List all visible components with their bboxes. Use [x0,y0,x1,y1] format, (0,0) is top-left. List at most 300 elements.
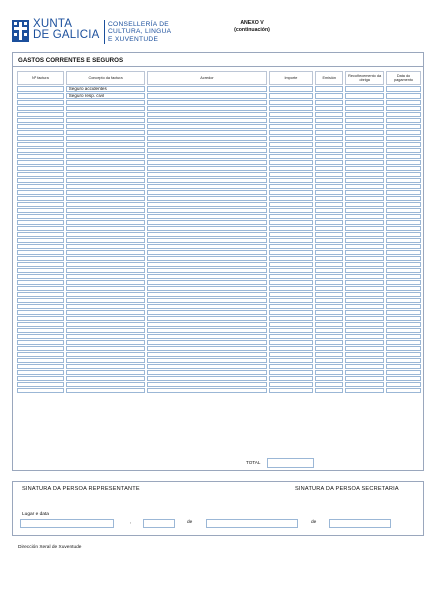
table-cell-input[interactable] [17,310,64,315]
table-cell-input[interactable] [386,370,421,375]
table-cell-input[interactable] [66,298,146,303]
table-cell-input[interactable] [386,286,421,291]
table-cell-input[interactable] [386,322,421,327]
table-cell-input[interactable] [345,93,384,99]
table-cell-input[interactable] [315,202,343,207]
table-cell-input[interactable] [66,310,146,315]
table-cell-input[interactable] [345,190,384,195]
table-cell-input[interactable] [315,184,343,189]
table-cell-input[interactable] [386,292,421,297]
table-cell-input[interactable] [345,142,384,147]
table-cell-input[interactable] [315,340,343,345]
table-cell-input[interactable] [269,364,314,369]
table-cell-input[interactable] [147,316,266,321]
table-cell-input[interactable] [66,286,146,291]
table-cell-input[interactable] [386,244,421,249]
table-cell-input[interactable] [17,142,64,147]
table-cell-input[interactable] [345,154,384,159]
table-cell-input[interactable] [66,112,146,117]
table-cell-input[interactable] [17,268,64,273]
table-cell-input[interactable] [147,118,266,123]
table-cell-input[interactable] [315,208,343,213]
table-cell-input[interactable] [147,304,266,309]
table-cell-input[interactable] [269,106,314,111]
table-cell-input[interactable] [17,304,64,309]
table-cell-input[interactable] [147,93,266,99]
table-cell-input[interactable] [315,238,343,243]
table-cell-input[interactable]: Seguro accidentes [66,86,146,92]
table-cell-input[interactable] [269,244,314,249]
table-cell-input[interactable] [269,262,314,267]
table-cell-input[interactable] [345,166,384,171]
table-cell-input[interactable] [269,118,314,123]
table-cell-input[interactable] [269,238,314,243]
table-cell-input[interactable] [147,100,266,105]
table-cell-input[interactable] [269,124,314,129]
table-cell-input[interactable] [269,160,314,165]
table-cell-input[interactable] [315,166,343,171]
table-cell-input[interactable] [147,328,266,333]
table-cell-input[interactable] [17,130,64,135]
table-cell-input[interactable] [66,250,146,255]
table-cell-input[interactable] [315,334,343,339]
table-cell-input[interactable] [315,112,343,117]
table-cell-input[interactable] [66,376,146,381]
table-cell-input[interactable] [17,136,64,141]
table-cell-input[interactable] [147,190,266,195]
table-cell-input[interactable] [17,322,64,327]
table-cell-input[interactable] [17,298,64,303]
table-cell-input[interactable] [17,256,64,261]
table-cell-input[interactable] [345,370,384,375]
table-cell-input[interactable] [386,340,421,345]
table-cell-input[interactable] [386,112,421,117]
table-cell-input[interactable] [269,214,314,219]
table-cell-input[interactable] [345,214,384,219]
table-cell-input[interactable] [315,286,343,291]
table-cell-input[interactable] [269,250,314,255]
table-cell-input[interactable] [269,382,314,387]
table-cell-input[interactable] [315,304,343,309]
table-cell-input[interactable] [386,148,421,153]
table-cell-input[interactable] [345,130,384,135]
table-cell-input[interactable] [17,86,64,92]
table-cell-input[interactable] [345,358,384,363]
table-cell-input[interactable] [66,184,146,189]
table-cell-input[interactable] [345,322,384,327]
table-cell-input[interactable] [386,310,421,315]
table-cell-input[interactable] [315,118,343,123]
table-cell-input[interactable] [17,184,64,189]
table-cell-input[interactable] [66,100,146,105]
table-cell-input[interactable] [345,136,384,141]
table-cell-input[interactable] [66,334,146,339]
table-cell-input[interactable] [315,268,343,273]
table-cell-input[interactable] [66,124,146,129]
table-cell-input[interactable] [66,106,146,111]
table-cell-input[interactable] [386,262,421,267]
table-cell-input[interactable] [386,358,421,363]
table-cell-input[interactable] [386,334,421,339]
table-cell-input[interactable] [17,316,64,321]
table-cell-input[interactable] [66,226,146,231]
table-cell-input[interactable] [345,334,384,339]
table-cell-input[interactable] [315,172,343,177]
table-cell-input[interactable] [345,178,384,183]
table-cell-input[interactable] [269,112,314,117]
table-cell-input[interactable] [269,274,314,279]
table-cell-input[interactable] [345,160,384,165]
table-cell-input[interactable] [147,376,266,381]
table-cell-input[interactable] [315,136,343,141]
table-cell-input[interactable] [386,220,421,225]
table-cell-input[interactable] [147,298,266,303]
table-cell-input[interactable] [269,376,314,381]
table-cell-input[interactable] [17,196,64,201]
table-cell-input[interactable] [17,232,64,237]
table-cell-input[interactable] [315,160,343,165]
total-input[interactable] [267,458,314,468]
table-cell-input[interactable] [147,292,266,297]
table-cell-input[interactable] [269,220,314,225]
table-cell-input[interactable] [66,268,146,273]
table-cell-input[interactable] [345,340,384,345]
table-cell-input[interactable] [147,214,266,219]
table-cell-input[interactable] [315,214,343,219]
table-cell-input[interactable] [17,226,64,231]
table-cell-input[interactable] [386,118,421,123]
table-cell-input[interactable] [269,130,314,135]
table-cell-input[interactable] [345,118,384,123]
table-cell-input[interactable] [315,226,343,231]
table-cell-input[interactable] [17,118,64,123]
table-cell-input[interactable] [386,166,421,171]
table-cell-input[interactable] [17,112,64,117]
table-cell-input[interactable] [17,166,64,171]
table-cell-input[interactable] [17,280,64,285]
table-cell-input[interactable] [345,268,384,273]
table-cell-input[interactable] [315,370,343,375]
month-input[interactable] [206,519,298,528]
table-cell-input[interactable] [17,250,64,255]
table-cell-input[interactable] [147,286,266,291]
table-cell-input[interactable] [345,196,384,201]
table-cell-input[interactable] [386,280,421,285]
table-cell-input[interactable] [17,238,64,243]
table-cell-input[interactable] [315,298,343,303]
table-cell-input[interactable] [315,346,343,351]
table-cell-input[interactable] [147,370,266,375]
table-cell-input[interactable] [66,244,146,249]
table-cell-input[interactable] [269,142,314,147]
table-cell-input[interactable]: Seguro resp. civil [66,93,146,99]
table-cell-input[interactable] [345,310,384,315]
table-cell-input[interactable] [386,328,421,333]
table-cell-input[interactable] [147,226,266,231]
table-cell-input[interactable] [66,190,146,195]
table-cell-input[interactable] [147,388,266,393]
table-cell-input[interactable] [66,358,146,363]
table-cell-input[interactable] [66,292,146,297]
table-cell-input[interactable] [345,376,384,381]
table-cell-input[interactable] [315,382,343,387]
table-cell-input[interactable] [17,160,64,165]
table-cell-input[interactable] [345,202,384,207]
table-cell-input[interactable] [269,148,314,153]
table-cell-input[interactable] [386,226,421,231]
table-cell-input[interactable] [66,172,146,177]
table-cell-input[interactable] [66,160,146,165]
table-cell-input[interactable] [269,268,314,273]
table-cell-input[interactable] [66,154,146,159]
table-cell-input[interactable] [147,208,266,213]
table-cell-input[interactable] [269,172,314,177]
table-cell-input[interactable] [17,220,64,225]
table-cell-input[interactable] [386,160,421,165]
table-cell-input[interactable] [66,388,146,393]
table-cell-input[interactable] [147,112,266,117]
table-cell-input[interactable] [386,298,421,303]
table-cell-input[interactable] [147,256,266,261]
table-cell-input[interactable] [315,256,343,261]
table-cell-input[interactable] [17,328,64,333]
table-cell-input[interactable] [147,364,266,369]
table-cell-input[interactable] [386,364,421,369]
table-cell-input[interactable] [17,190,64,195]
table-cell-input[interactable] [66,208,146,213]
table-cell-input[interactable] [17,214,64,219]
table-cell-input[interactable] [17,346,64,351]
table-cell-input[interactable] [269,346,314,351]
table-cell-input[interactable] [269,316,314,321]
table-cell-input[interactable] [345,100,384,105]
table-cell-input[interactable] [66,352,146,357]
table-cell-input[interactable] [386,304,421,309]
table-cell-input[interactable] [17,106,64,111]
table-cell-input[interactable] [147,322,266,327]
table-cell-input[interactable] [147,238,266,243]
table-cell-input[interactable] [315,190,343,195]
table-cell-input[interactable] [345,328,384,333]
table-cell-input[interactable] [147,274,266,279]
table-cell-input[interactable] [386,214,421,219]
table-cell-input[interactable] [345,112,384,117]
table-cell-input[interactable] [66,322,146,327]
table-cell-input[interactable] [66,364,146,369]
table-cell-input[interactable] [315,250,343,255]
table-cell-input[interactable] [386,106,421,111]
table-cell-input[interactable] [17,178,64,183]
table-cell-input[interactable] [345,86,384,92]
table-cell-input[interactable] [386,208,421,213]
table-cell-input[interactable] [315,280,343,285]
table-cell-input[interactable] [17,148,64,153]
table-cell-input[interactable] [147,148,266,153]
table-cell-input[interactable] [386,154,421,159]
table-cell-input[interactable] [386,190,421,195]
table-cell-input[interactable] [386,184,421,189]
table-cell-input[interactable] [147,154,266,159]
table-cell-input[interactable] [147,178,266,183]
table-cell-input[interactable] [147,106,266,111]
table-cell-input[interactable] [17,244,64,249]
table-cell-input[interactable] [147,250,266,255]
table-cell-input[interactable] [345,274,384,279]
table-cell-input[interactable] [269,256,314,261]
table-cell-input[interactable] [269,352,314,357]
table-cell-input[interactable] [66,220,146,225]
table-cell-input[interactable] [315,100,343,105]
table-cell-input[interactable] [269,202,314,207]
table-cell-input[interactable] [17,286,64,291]
table-cell-input[interactable] [269,184,314,189]
table-cell-input[interactable] [147,244,266,249]
table-cell-input[interactable] [315,316,343,321]
table-cell-input[interactable] [147,220,266,225]
table-cell-input[interactable] [315,93,343,99]
table-cell-input[interactable] [66,370,146,375]
table-cell-input[interactable] [345,286,384,291]
table-cell-input[interactable] [147,262,266,267]
table-cell-input[interactable] [345,124,384,129]
table-cell-input[interactable] [345,250,384,255]
table-cell-input[interactable] [66,238,146,243]
table-cell-input[interactable] [66,304,146,309]
table-cell-input[interactable] [147,346,266,351]
table-cell-input[interactable] [269,154,314,159]
table-cell-input[interactable] [17,202,64,207]
table-cell-input[interactable] [386,268,421,273]
table-cell-input[interactable] [66,262,146,267]
table-cell-input[interactable] [269,328,314,333]
table-cell-input[interactable] [147,202,266,207]
table-cell-input[interactable] [17,364,64,369]
table-cell-input[interactable] [315,328,343,333]
table-cell-input[interactable] [147,130,266,135]
table-cell-input[interactable] [147,340,266,345]
table-cell-input[interactable] [66,274,146,279]
table-cell-input[interactable] [66,214,146,219]
table-cell-input[interactable] [66,196,146,201]
table-cell-input[interactable] [269,100,314,105]
table-cell-input[interactable] [147,86,266,92]
table-cell-input[interactable] [345,352,384,357]
table-cell-input[interactable] [315,196,343,201]
table-cell-input[interactable] [386,274,421,279]
table-cell-input[interactable] [147,196,266,201]
table-cell-input[interactable] [386,124,421,129]
table-cell-input[interactable] [147,382,266,387]
table-cell-input[interactable] [17,292,64,297]
table-cell-input[interactable] [386,202,421,207]
table-cell-input[interactable] [345,256,384,261]
table-cell-input[interactable] [345,364,384,369]
table-cell-input[interactable] [315,86,343,92]
table-cell-input[interactable] [386,93,421,99]
table-cell-input[interactable] [269,322,314,327]
table-cell-input[interactable] [345,316,384,321]
table-cell-input[interactable] [315,388,343,393]
table-cell-input[interactable] [345,220,384,225]
table-cell-input[interactable] [147,142,266,147]
table-cell-input[interactable] [345,382,384,387]
table-cell-input[interactable] [17,274,64,279]
table-cell-input[interactable] [66,178,146,183]
table-cell-input[interactable] [315,220,343,225]
table-cell-input[interactable] [147,136,266,141]
table-cell-input[interactable] [315,106,343,111]
table-cell-input[interactable] [269,93,314,99]
table-cell-input[interactable] [315,364,343,369]
table-cell-input[interactable] [345,232,384,237]
table-cell-input[interactable] [386,346,421,351]
table-cell-input[interactable] [269,370,314,375]
table-cell-input[interactable] [147,124,266,129]
table-cell-input[interactable] [315,322,343,327]
table-cell-input[interactable] [269,166,314,171]
table-cell-input[interactable] [66,382,146,387]
table-cell-input[interactable] [147,160,266,165]
place-input[interactable] [20,519,114,528]
table-cell-input[interactable] [386,130,421,135]
table-cell-input[interactable] [386,352,421,357]
table-cell-input[interactable] [386,86,421,92]
table-cell-input[interactable] [386,382,421,387]
table-cell-input[interactable] [345,226,384,231]
table-cell-input[interactable] [147,310,266,315]
table-cell-input[interactable] [17,124,64,129]
table-cell-input[interactable] [269,334,314,339]
table-cell-input[interactable] [147,232,266,237]
table-cell-input[interactable] [386,256,421,261]
table-cell-input[interactable] [315,154,343,159]
table-cell-input[interactable] [269,86,314,92]
table-cell-input[interactable] [17,358,64,363]
table-cell-input[interactable] [345,280,384,285]
table-cell-input[interactable] [345,184,384,189]
table-cell-input[interactable] [345,208,384,213]
table-cell-input[interactable] [66,328,146,333]
table-cell-input[interactable] [66,340,146,345]
table-cell-input[interactable] [269,226,314,231]
table-cell-input[interactable] [345,106,384,111]
table-cell-input[interactable] [147,184,266,189]
table-cell-input[interactable] [17,262,64,267]
table-cell-input[interactable] [17,340,64,345]
table-cell-input[interactable] [315,178,343,183]
table-cell-input[interactable] [269,190,314,195]
table-cell-input[interactable] [315,352,343,357]
table-cell-input[interactable] [269,388,314,393]
table-cell-input[interactable] [147,268,266,273]
table-cell-input[interactable] [17,154,64,159]
table-cell-input[interactable] [315,130,343,135]
table-cell-input[interactable] [17,352,64,357]
table-cell-input[interactable] [66,142,146,147]
table-cell-input[interactable] [66,280,146,285]
table-cell-input[interactable] [315,310,343,315]
table-cell-input[interactable] [386,250,421,255]
table-cell-input[interactable] [66,136,146,141]
table-cell-input[interactable] [386,376,421,381]
table-cell-input[interactable] [17,376,64,381]
table-cell-input[interactable] [315,124,343,129]
table-cell-input[interactable] [147,352,266,357]
table-cell-input[interactable] [269,304,314,309]
table-cell-input[interactable] [386,142,421,147]
table-cell-input[interactable] [66,316,146,321]
table-cell-input[interactable] [17,93,64,99]
